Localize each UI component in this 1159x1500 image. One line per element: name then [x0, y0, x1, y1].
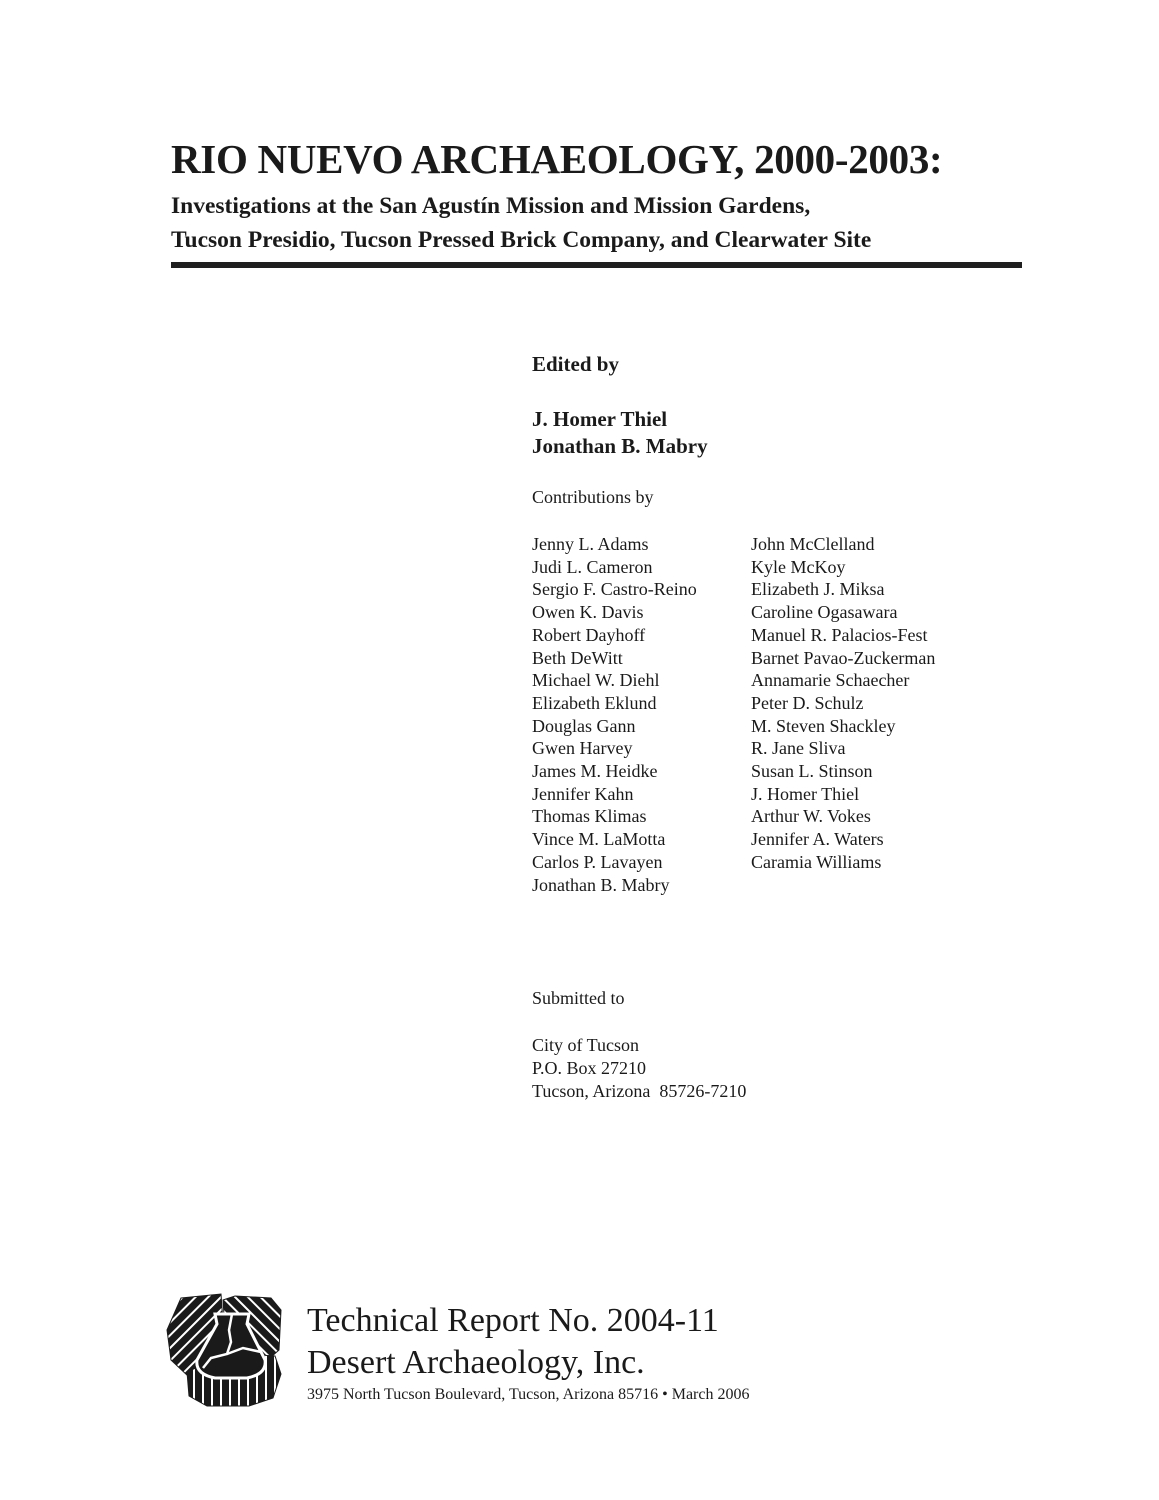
- contributor-name: Jennifer Kahn: [532, 783, 634, 804]
- contributor-name: Caramia Williams: [751, 851, 882, 872]
- contributor-name: Barnet Pavao-Zuckerman: [751, 647, 936, 668]
- contributor-name: Gwen Harvey: [532, 738, 633, 759]
- contributor-name: Michael W. Diehl: [532, 670, 660, 691]
- editor-name: J. Homer Thiel: [532, 407, 668, 431]
- contributor-name: Elizabeth Eklund: [532, 692, 657, 713]
- contributor-name: M. Steven Shackley: [751, 715, 896, 736]
- address-line: City of Tucson: [532, 1035, 640, 1055]
- contributor-name: Peter D. Schulz: [751, 692, 864, 713]
- company-address-date: 3975 North Tucson Boulevard, Tucson, Arizona 85716 • March 2006: [307, 1386, 750, 1403]
- contributor-name: Elizabeth J. Miksa: [751, 579, 885, 600]
- contributor-name: Annamarie Schaecher: [751, 670, 910, 691]
- contributor-name: Manuel R. Palacios-Fest: [751, 624, 928, 645]
- contributor-name: Carlos P. Lavayen: [532, 851, 663, 872]
- technical-report-number: Technical Report No. 2004-11: [307, 1302, 719, 1339]
- contributor-name: Caroline Ogasawara: [751, 602, 898, 623]
- report-subtitle: [171, 189, 871, 257]
- contributor-name: R. Jane Sliva: [751, 738, 846, 759]
- company-name: Desert Archaeology, Inc.: [307, 1344, 645, 1381]
- address-line: P.O. Box 27210: [532, 1058, 647, 1078]
- desert-archaeology-logo-icon: [163, 1290, 288, 1410]
- contributor-name: J. Homer Thiel: [751, 783, 860, 804]
- title-divider: [171, 262, 1022, 268]
- subtitle-line-1: Investigations at the San Agustín Mission and Mission Gardens,: [171, 193, 811, 219]
- editor-name: Jonathan B. Mabry: [532, 434, 708, 458]
- contributors-list: [532, 533, 935, 896]
- address-line: Tucson, Arizona 85726-7210: [532, 1081, 747, 1101]
- contributor-name: Vince M. LaMotta: [532, 829, 666, 850]
- contributor-name: Douglas Gann: [532, 715, 636, 736]
- contributor-name: Owen K. Davis: [532, 602, 644, 623]
- contributor-name: Jennifer A. Waters: [751, 829, 884, 850]
- contributor-name: Jenny L. Adams: [532, 534, 649, 554]
- contributor-name: Arthur W. Vokes: [751, 806, 871, 827]
- contributor-name: Susan L. Stinson: [751, 761, 873, 782]
- contributors-column-1: [532, 533, 751, 896]
- subtitle-line-2: Tucson Presidio, Tucson Pressed Brick Company, and Clearwater Site: [171, 227, 872, 253]
- contributor-name: John McClelland: [751, 534, 875, 554]
- report-title: RIO NUEVO ARCHAEOLOGY, 2000-2003:: [171, 136, 943, 182]
- contributors-column-2: [751, 533, 935, 896]
- contributions-by-label: Contributions by: [532, 487, 654, 507]
- recipient-address: [532, 1034, 746, 1103]
- contributor-name: Sergio F. Castro-Reino: [532, 579, 697, 600]
- submitted-to-label: Submitted to: [532, 988, 625, 1008]
- contributor-name: Judi L. Cameron: [532, 556, 653, 577]
- contributor-name: Kyle McKoy: [751, 556, 846, 577]
- contributor-name: Robert Dayhoff: [532, 624, 646, 645]
- contributor-name: James M. Heidke: [532, 761, 658, 782]
- editors-list: [532, 406, 708, 460]
- contributor-name: Jonathan B. Mabry: [532, 874, 670, 895]
- edited-by-label: Edited by: [532, 352, 619, 376]
- contributor-name: Thomas Klimas: [532, 806, 647, 827]
- contributor-name: Beth DeWitt: [532, 647, 623, 668]
